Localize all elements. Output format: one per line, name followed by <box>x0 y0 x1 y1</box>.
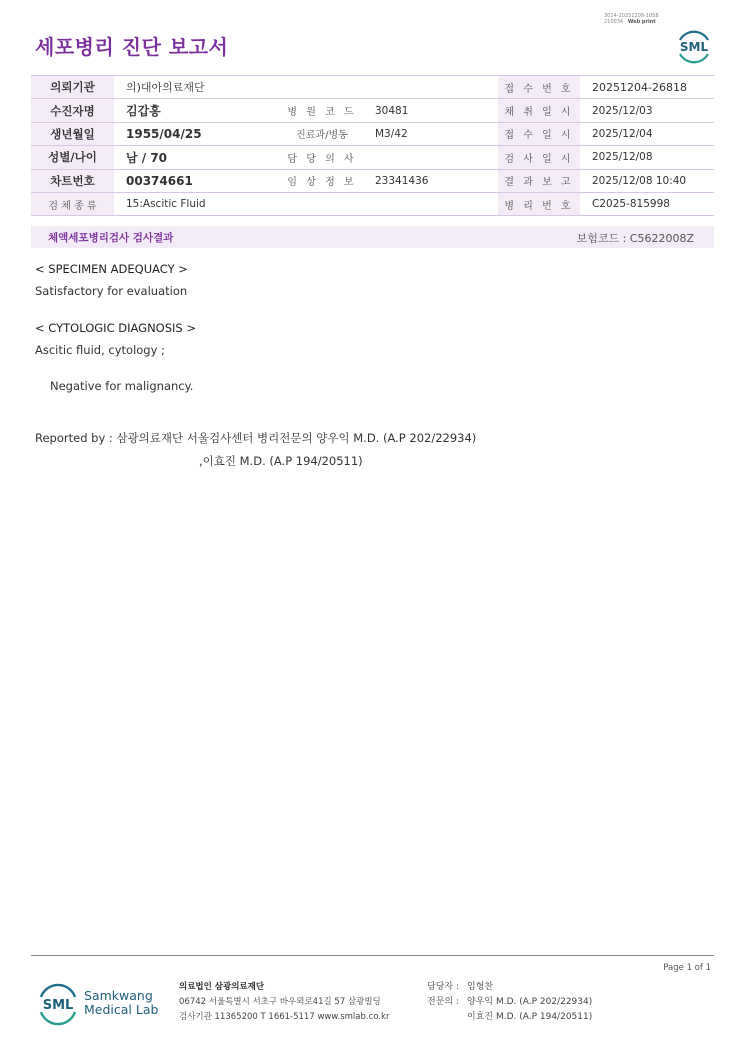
info-row <box>31 146 714 169</box>
footer-sml-logo-text: SML <box>42 998 74 1013</box>
label-attending-physician: 담 당 의 사 <box>281 146 363 169</box>
footer-org-contact: 검사기관 11365200 T 1661-5117 www.smlab.co.kr <box>179 1012 390 1022</box>
diagnosis-line-2: Negative for malignancy. <box>50 379 194 393</box>
value-attending-physician <box>363 146 498 169</box>
info-row <box>31 99 714 122</box>
label-result-report: 결 과 보 고 <box>498 169 580 192</box>
value-requesting-institution: 의)대아의료재단 <box>114 76 281 99</box>
label-specimen-type: 검 체 종 류 <box>31 192 114 215</box>
print-code-line1: 3014-20251208-1058 <box>604 13 659 19</box>
page-number: Page 1 of 1 <box>663 963 711 973</box>
label-requesting-institution: 의뢰기관 <box>31 76 114 99</box>
result-section-header <box>31 226 714 248</box>
value-collection-date: 2025/12/03 <box>580 99 714 122</box>
report-title: 세포병리 진단 보고서 <box>35 35 229 59</box>
value-receipt-date: 2025/12/04 <box>580 122 714 145</box>
reported-by-line-2: ,이효진 M.D. (A.P 194/20511) <box>199 454 363 468</box>
specialist-1: 양우익 M.D. (A.P 202/22934) <box>467 997 593 1007</box>
value-test-date: 2025/12/08 <box>580 146 714 169</box>
label-department-ward: 진료과/병동 <box>281 122 363 145</box>
value-chart-number: 00374661 <box>114 169 281 192</box>
reported-by-line-1: Reported by : 삼광의료재단 서울검사센터 병리전문의 양우익 M.D. (A.P 202/22934) <box>35 431 477 445</box>
info-row <box>31 122 714 145</box>
sml-logo-icon <box>674 26 714 66</box>
footer-org-name: 의료법인 삼광의료재단 <box>179 982 265 992</box>
value-pathology-number: C2025-815998 <box>580 192 714 215</box>
sml-logo-text: SML <box>679 40 709 54</box>
specialist-label: 전문의 : <box>427 997 459 1007</box>
label-sex-age: 성별/나이 <box>31 146 114 169</box>
print-code <box>604 13 714 25</box>
footer-brand <box>84 989 158 1017</box>
label-collection-date: 채 취 일 시 <box>498 99 580 122</box>
label-chart-number: 차트번호 <box>31 169 114 192</box>
staff-label: 담당자 : <box>427 982 459 992</box>
label-empty-1 <box>281 76 363 99</box>
value-hospital-code: 30481 <box>363 99 498 122</box>
info-row <box>31 192 714 215</box>
footer-sml-logo-icon <box>36 982 80 1026</box>
value-sex-age: 남 / 70 <box>114 146 281 169</box>
print-code-line2: 210034 <box>604 19 624 25</box>
adequacy-text: Satisfactory for evaluation <box>35 284 188 298</box>
label-pathology-number: 병 리 번 호 <box>498 192 580 215</box>
footer-org-address: 06742 서울특별시 서초구 바우뫼로41길 57 삼광빌딩 <box>179 997 381 1007</box>
adequacy-heading: < SPECIMEN ADEQUACY > <box>35 262 188 276</box>
label-clinical-info: 임 상 정 보 <box>281 169 363 192</box>
info-row <box>31 76 714 99</box>
label-patient-name: 수진자명 <box>31 99 114 122</box>
result-section-title: 체액세포병리검사 검사결과 <box>48 232 174 244</box>
label-empty-2 <box>281 192 363 215</box>
value-receipt-number: 20251204-26818 <box>580 76 714 99</box>
footer-divider <box>31 955 714 956</box>
footer-staff <box>427 980 592 1025</box>
web-print-label: Web print <box>627 19 656 25</box>
staff-name: 임형찬 <box>467 982 494 992</box>
value-result-report: 2025/12/08 10:40 <box>580 169 714 192</box>
value-birth-date: 1955/04/25 <box>114 122 281 145</box>
label-receipt-number: 접 수 번 호 <box>498 76 580 99</box>
value-clinical-info: 23341436 <box>363 169 498 192</box>
label-test-date: 검 사 일 시 <box>498 146 580 169</box>
footer-brand-line2: Medical Lab <box>84 1002 159 1017</box>
insurance-code: 보험코드 : C5622008Z <box>576 232 694 245</box>
value-empty-2 <box>363 192 498 215</box>
patient-info-table <box>31 75 714 216</box>
diagnosis-heading: < CYTOLOGIC DIAGNOSIS > <box>35 321 197 335</box>
value-empty-1 <box>363 76 498 99</box>
footer-brand-line1: Samkwang <box>84 988 153 1003</box>
label-birth-date: 생년월일 <box>31 122 114 145</box>
label-receipt-date: 접 수 일 시 <box>498 122 580 145</box>
value-patient-name: 김갑홍 <box>114 99 281 122</box>
specialist-2: 이효진 M.D. (A.P 194/20511) <box>467 1012 593 1022</box>
value-specimen-type: 15:Ascitic Fluid <box>114 192 281 215</box>
footer-organization <box>179 980 389 1025</box>
value-department-ward: M3/42 <box>363 122 498 145</box>
label-hospital-code: 병 원 코 드 <box>281 99 363 122</box>
info-row <box>31 169 714 192</box>
diagnosis-line-1: Ascitic fluid, cytology ; <box>35 343 165 357</box>
